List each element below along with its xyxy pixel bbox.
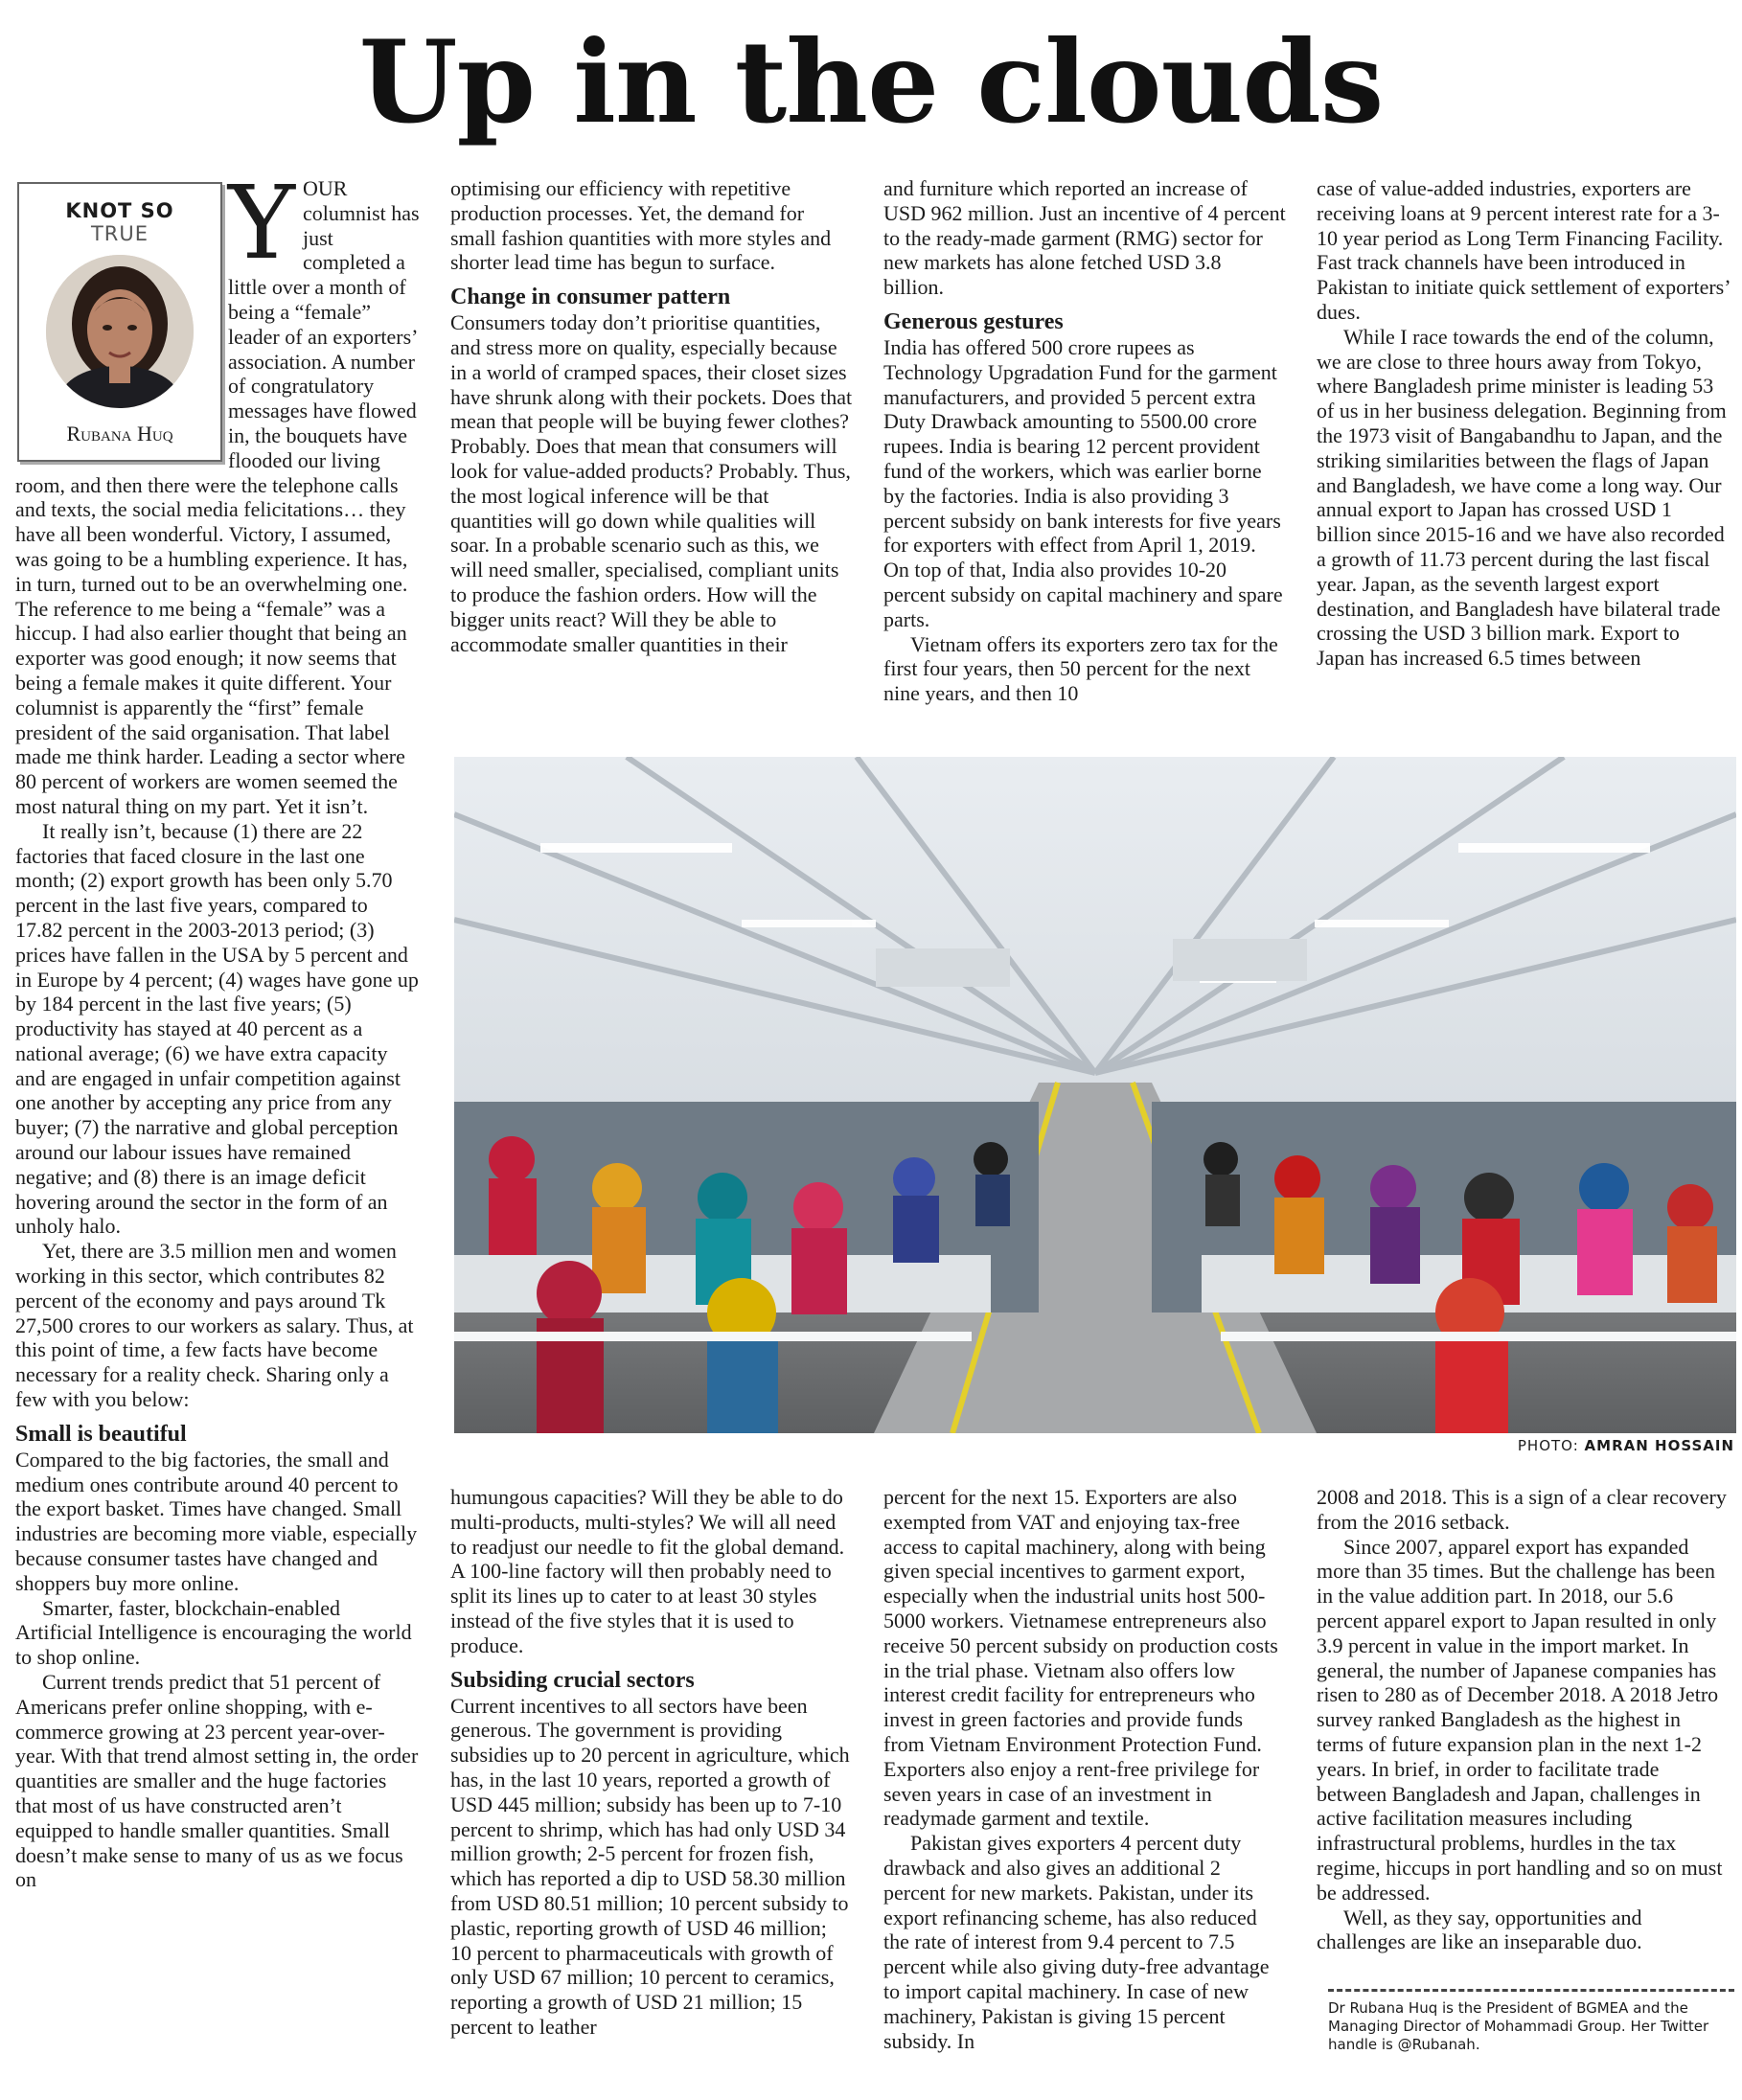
col3-bottom-paragraph-2: Pakistan gives exporters 4 percent duty drawback and also gives an additional 2 percent for new markets. Pakistan, under its export refinancing scheme, has also reduced the rate of interest from 9.4 percent to 7.5 percent while also giving duty-free advantage to import capital machinery. In case of new machinery, Pakistan is giving 15 percent subsidy. In	[883, 1831, 1270, 2053]
factory-floor-photo	[454, 757, 1736, 1433]
col2-top-paragraph-1: optimising our efficiency with repetitive production processes. Yet, the demand for small fashion quantities with more styles and shorter lead time has begun to surface.	[450, 176, 832, 275]
subhead-change-in-consumer-pattern: Change in consumer pattern	[450, 285, 731, 310]
column-3-bottom	[883, 1485, 1286, 2053]
column-2-bottom	[450, 1485, 853, 2040]
col3-top-paragraph-3: Vietnam offers its exporters zero tax for the first four years, then 50 percent for the next nine years, and then 10	[883, 631, 1278, 706]
author-name: Rubana Huq	[66, 422, 173, 445]
col3-top-paragraph-1: and furniture which reported an increase of USD 962 million. Just an incentive of 4 percent to the ready-made garment (RMG) sector for new markets has alone fetched USD 3.8 billion.	[883, 176, 1286, 300]
subhead-small-is-beautiful: Small is beautiful	[15, 1421, 187, 1447]
col1-paragraph-2: It really isn’t, because (1) there are 22 factories that faced closure in the last one month; (2) export growth has been only 5.70 percent in the last five years, compared to 17.82 percent in the 2003-2013 period; (3) prices have fallen in the USA by 5 percent and in Europe by 4 percent; (4) wages have gone up by 184 percent in the last five years; (5) productivity has stayed at 40 percent as a national average; (6) we have extra capacity and are engaged in unfair competition against one another by accepting any price from any buyer; (7) the narrative and global perception around our labour issues have remained negative; and (8) there is an image deficit hovering around the sector in the form of an unholy halo.	[15, 818, 419, 1239]
photo-credit-label: PHOTO:	[1517, 1437, 1579, 1454]
col2-bottom-paragraph-2: Current incentives to all sectors have been generous. The government is providing subsidies up to 20 percent in agriculture, which has, in the last 10 years, reported a growth of USD 445 million; subsidy has been up to 7-10 percent to shrimp, which has had only USD 34 million growth; 2-5 percent for frozen fish, which has reported a dip to USD 58.30 million from USD 80.51 million; 10 percent subsidy to plastic, reporting growth of USD 46 million; 10 percent to pharmaceuticals with growth of only USD 67 million; 10 percent to ceramics, reporting a growth of USD 21 million; 15 percent to leather	[450, 1693, 850, 2039]
column-1	[15, 164, 420, 1892]
subhead-generous-gestures: Generous gestures	[883, 308, 1064, 334]
col4-bottom-paragraph-1: 2008 and 2018. This is a sign of a clear recovery from the 2016 setback.	[1317, 1485, 1727, 1534]
col1-paragraph-3: Yet, there are 3.5 million men and women working in this sector, which contributes 82 percent of the economy and pays around Tk 27,500 crores to our workers as salary. Thus, at this point of time, a few facts have become necessary for a reality check. Sharing only a few with you below:	[15, 1239, 414, 1412]
column-4-bottom	[1317, 1485, 1731, 1954]
photo-credit-name: AMRAN HOSSAIN	[1584, 1437, 1734, 1454]
photo-credit	[1518, 1437, 1734, 1454]
col1-paragraph-6: Current trends predict that 51 percent of Americans prefer online shopping, with e-commerce growing at 23 percent year-over-year. With that trend almost setting in, the order quantities are smaller and the huge factories that most of us have constructed aren’t equipped to handle smaller quantities. Small doesn’t make sense to many of us as we focus on	[15, 1670, 419, 1892]
col4-bottom-paragraph-2: Since 2007, apparel export has expanded more than 35 times. But the challenge has been in the value addition part. In 2018, our 5.6 percent apparel export to Japan resulted in only 3.9 percent in value in the import market. In general, the number of Japanese companies has risen to 280 as of December 2018. A 2018 Jetro survey ranked Bangladesh as the highest in terms of future expansion plan in the next 1-2 years. In brief, in order to facilitate trade between Bangladesh and Japan, challenges in active facilitation measures including infrastructural problems, hurdles in the tax regime, hiccups in port handling and so on must be addressed.	[1317, 1534, 1723, 1905]
col1-paragraph-4: Compared to the big factories, the small and medium ones contribute around 40 percent to the export basket. Times have changed. Small industries are becoming more viable, especially because consumer tastes have changed and shoppers buy more online.	[15, 1447, 418, 1595]
dropcap: Y	[228, 164, 295, 282]
col2-top-paragraph-2: Consumers today don’t prioritise quantities, and stress more on quality, especially because in a world of cramped spaces, their closet sizes have shrunk along with their pockets. Does that mean that people will be buying fewer clothes? Probably. Does that mean that consumers will look for value-added products? Probably. Thus, the most logical inference will be that quantities will go down while qualities will soar. In a probable scenario such as this, we will need smaller, specialised, compliant units to produce the fashion orders. How will the bigger units react? Will they be able to accommodate smaller quantities in their	[450, 310, 853, 656]
col4-bottom-paragraph-3: Well, as they say, opportunities and challenges are like an inseparable duo.	[1317, 1905, 1642, 1954]
column-2-top	[450, 176, 853, 656]
headline: Up in the clouds	[358, 15, 1384, 148]
col3-bottom-paragraph-1: percent for the next 15. Exporters are also exempted from VAT and enjoying tax-free access to capital machinery, along with being given special incentives to garment export, especially when the industrial units host 500-5000 workers. Vietnamese entrepreneurs also receive 50 percent subsidy on production costs in the trial phase. Vietnam also offers low interest credit facility for entrepreneurs who invest in green factories and provide funds from Vietnam Environment Protection Fund. Exporters also enjoy a rent-free privilege for seven years in case of an investment in readymade garment and textile.	[883, 1485, 1278, 1831]
col4-top-paragraph-1: case of value-added industries, exporters are receiving loans at 9 percent interest rate for a 3-10 year period as Long Term Financing Facility. Fast track channels have been introduced in Pakistan to initiate quick settlement of exporters’ dues.	[1317, 176, 1730, 324]
col1-lead-paragraph: OUR columnist has just completed a little over a month of being a “female” leader of an exporters’ association. A number of congratulatory messages have flowed in, the bouquets have flooded our living room, and then there were the telephone calls and texts, the social media felicitations… they have all been wonderful. Victory, I assumed, was going to be a humbling experience. It has, in turn, turned out to be an overwhelming one. The reference to me being a “female” was a hiccup. I had also earlier thought that being an exporter was good enough; it now seems that being a female makes it quite different. Your columnist is apparently the “first” female president of the said organisation. That label made me think harder. Leading a sector where 80 percent of workers are women seemed the most natural thing on my part. Yet it isn’t.	[15, 176, 420, 818]
author-bio: Dr Rubana Huq is the President of BGMEA and the Managing Director of Mohammadi Group. Her Twitter handle is @Rubanah.	[1328, 1989, 1734, 2054]
column-kicker: KNOT SO	[65, 199, 174, 222]
col1-paragraph-5: Smarter, faster, blockchain-enabled Artificial Intelligence is encouraging the world to shop online.	[15, 1595, 412, 1670]
col3-top-paragraph-2: India has offered 500 crore rupees as Technology Upgradation Fund for the garment manufacturers, and provided 5 percent extra Duty Drawback amounting to 5500.00 crore rupees. India is bearing 12 percent provident fund of the workers, which was earlier borne by the factories. India is also providing 3 percent subsidy on bank interests for five years for exporters with effect from April 1, 2019. On top of that, India also provides 10-20 percent subsidy on capital machinery and spare parts.	[883, 334, 1283, 631]
column-3-top	[883, 176, 1286, 706]
column-4-top	[1317, 176, 1731, 671]
col2-bottom-paragraph-1: humungous capacities? Will they be able to do multi-products, multi-styles? We will all need to readjust our needle to fit the global demand. A 100-line factory will then probably need to split its lines up to cater to at least 30 styles instead of the five styles that it is used to produce.	[450, 1485, 845, 1657]
byline-box-space	[15, 176, 228, 466]
subhead-subsiding-crucial-sectors: Subsiding crucial sectors	[450, 1667, 695, 1693]
col4-top-paragraph-2: While I race towards the end of the column, we are close to three hours away from Tokyo, where Bangladesh prime minister is leading 53 of us in her business delegation. Beginning from the 1973 visit of Bangabandhu to Japan, and the striking similarities between the flags of Japan and Bangladesh, we have come a long way. Our annual export to Japan has crossed USD 1 billion since 2015-16 and we have also recorded a growth of 11.73 percent during the last fiscal year. Japan, as the seventh largest export destination, and Bangladesh have bilateral trade crossing the USD 3 billion mark. Export to Japan has increased 6.5 times between	[1317, 324, 1727, 671]
column-kicker-sub: TRUE	[90, 222, 149, 245]
